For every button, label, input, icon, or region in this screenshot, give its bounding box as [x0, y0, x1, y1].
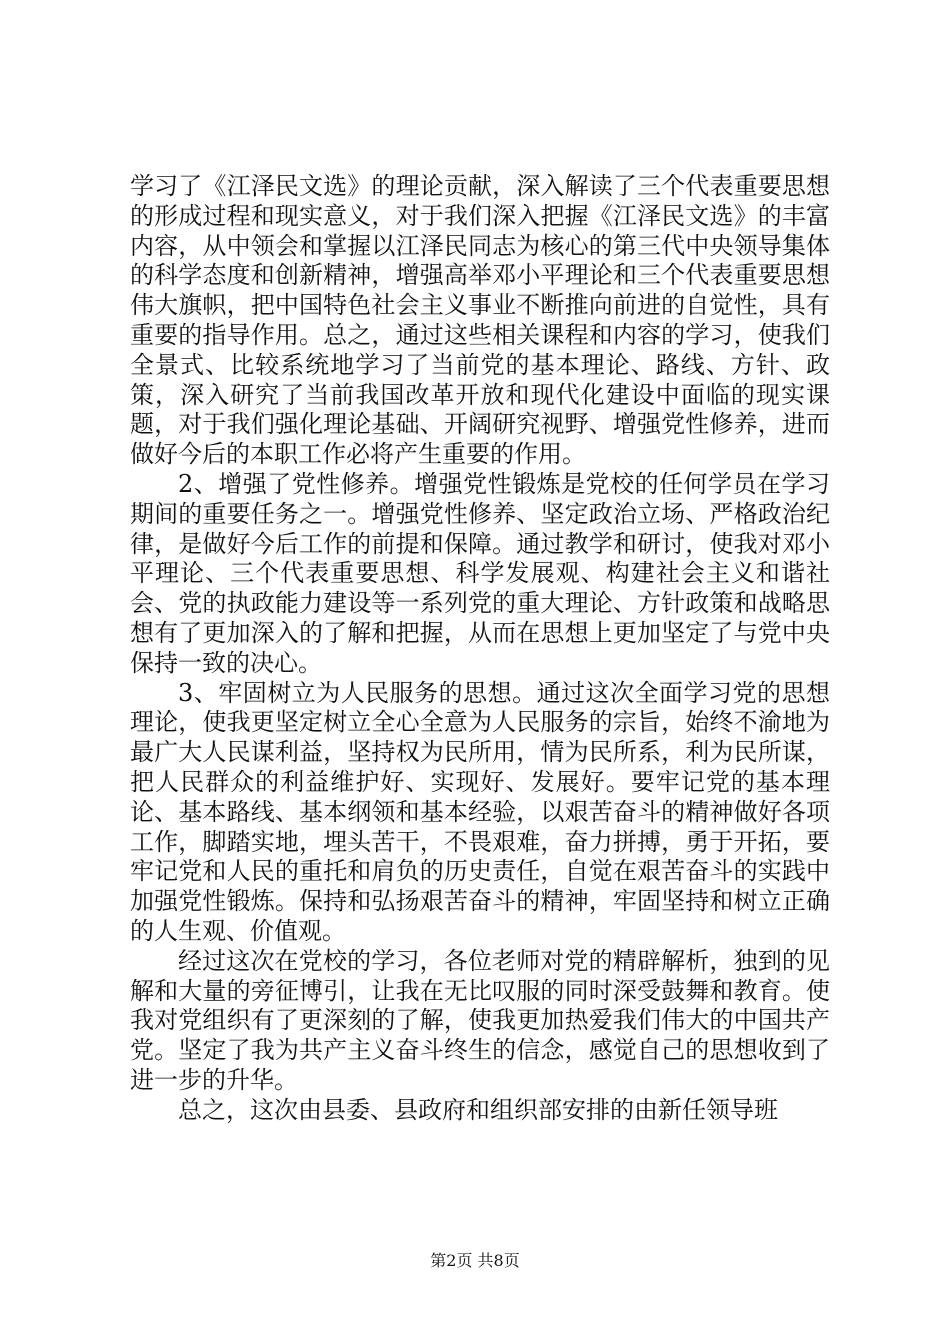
- page-number-footer: 第2页 共8页: [430, 1251, 520, 1270]
- paragraph-2: 2、增强了党性修养。增强党性锻炼是党校的任何学员在学习期间的重要任务之一。增强党性修养、坚定政治立场、严格政治纪律，是做好今后工作的前提和保障。通过教学和研讨，使我对邓小平理论、三个代表重要思想、科学发展观、构建社会主义和谐社会、党的执政能力建设等一系列党的重大理论、方针政策和战略思想有了更加深入的了解和把握，从而在思想上更加坚定了与党中央保持一致的决心。: [130, 469, 830, 677]
- paragraph-1: 学习了《江泽民文选》的理论贡献，深入解读了三个代表重要思想的形成过程和现实意义，对于我们深入把握《江泽民文选》的丰富内容，从中领会和掌握以江泽民同志为核心的第三代中央领导集体的科学态度和创新精神，增强高举邓小平理论和三个代表重要思想伟大旗帜，把中国特色社会主义事业不断推向前进的自觉性，具有重要的指导作用。总之，通过这些相关课程和内容的学习，使我们全景式、比较系统地学习了当前党的基本理论、路线、方针、政策，深入研究了当前我国改革开放和现代化建设中面临的现实课题，对于我们强化理论基础、开阔研究视野、增强党性修养，进而做好今后的本职工作必将产生重要的作用。: [130, 172, 830, 469]
- document-body: [130, 172, 830, 1126]
- paragraph-4: 经过这次在党校的学习，各位老师对党的精辟解析，独到的见解和大量的旁征博引，让我在无比叹服的同时深受鼓舞和教育。使我对党组织有了更深刻的了解，使我更加热爱我们伟大的中国共产党。坚定了我为共产主义奋斗终生的信念，感觉自己的思想收到了进一步的升华。: [130, 946, 830, 1094]
- paragraph-5: 总之，这次由县委、县政府和组织部安排的由新任领导班: [178, 1095, 778, 1124]
- paragraph-3: 3、牢固树立为人民服务的思想。通过这次全面学习党的思想理论，使我更坚定树立全心全意为人民服务的宗旨，始终不渝地为最广大人民谋利益，坚持权为民所用，情为民所系，利为民所谋，把人民群众的利益维护好、实现好、发展好。要牢记党的基本理论、基本路线、基本纲领和基本经验，以艰苦奋斗的精神做好各项工作，脚踏实地，埋头苦干，不畏艰难，奋力拼搏，勇于开拓，要牢记党和人民的重托和肩负的历史责任，自觉在艰苦奋斗的实践中加强党性锻炼。保持和弘扬艰苦奋斗的精神，牢固坚持和树立正确的人生观、价值观。: [130, 678, 830, 945]
